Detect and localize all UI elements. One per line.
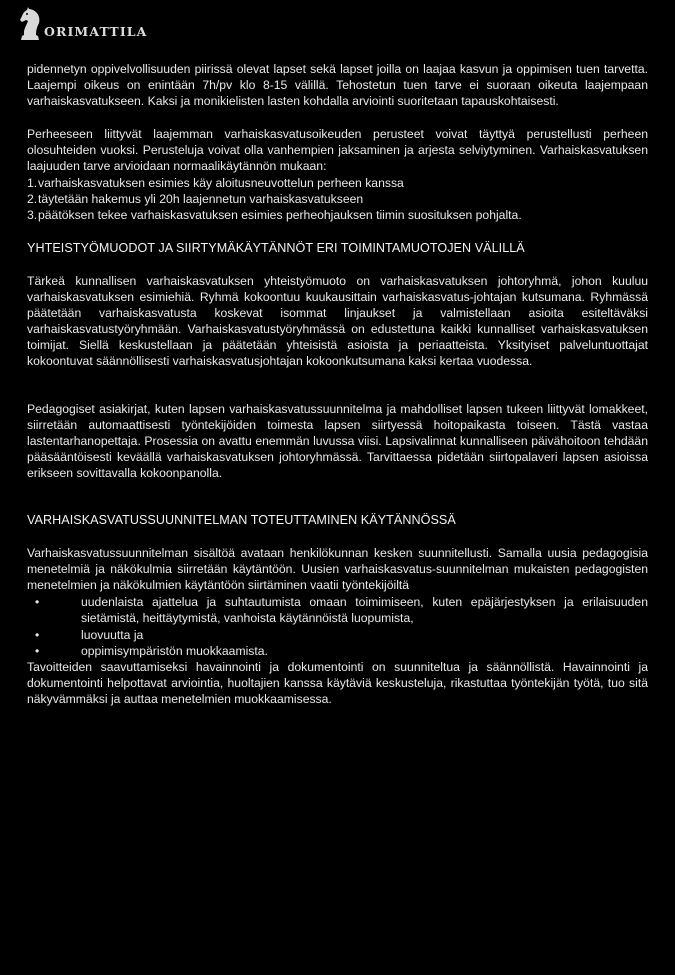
list-item (27, 191, 648, 207)
list-number: 2. (27, 191, 38, 206)
bullet-icon: • (35, 595, 40, 610)
list-number: 3. (27, 207, 38, 222)
bullet-list (27, 594, 648, 658)
chess-knight-icon (18, 6, 42, 42)
list-item-text: täytetään hakemus yli 20h laajennetun varhaiskasvatukseen (38, 191, 364, 206)
list-number: 1. (27, 175, 38, 190)
bullet-icon: • (35, 627, 40, 642)
numbered-list (27, 175, 648, 223)
list-item (27, 643, 648, 659)
list-item (27, 207, 648, 223)
list-item-text: uudenlaista ajattelua ja suhtautumista omaan toimimiseen, kuten epäjärjestyksen ja erilaisuuden sietämistä, heittäytymistä, vanhoista käytännöistä luopumista, (81, 595, 648, 626)
logo-text: ORIMATTILA (44, 24, 148, 39)
section-heading: YHTEISTYÖMUODOT JA SIIRTYMÄKÄYTÄNNÖT ERI TOIMINTAMUOTOJEN VÄLILLÄ (27, 240, 525, 255)
list-item (27, 175, 648, 191)
list-item (27, 594, 648, 626)
section-heading: VARHAISKASVATUSSUUNNITELMAN TOTEUTTAMINEN KÄYTÄNNÖSSÄ (27, 512, 456, 527)
list-item-text: päätöksen tekee varhaiskasvatuksen esimies perheohjauksen tiimin suosituksen pohjalta. (38, 207, 522, 222)
list-item-text: varhaiskasvatuksen esimies käy aloitusneuvottelun perheen kanssa (38, 175, 404, 190)
paragraph: Tavoitteiden saavuttamiseksi havainnointi ja dokumentointi on suunniteltua ja säännöllistä. Havainnointi ja dokumentointi helpottavat arviointia, huoltajien kanssa käytäviä keskusteluja, rikastuttaa työntekijän työtä, tuo sitä näkyvämmäksi ja auttaa menetelmien muokkaamisessa. (27, 659, 648, 706)
bullet-icon: • (35, 643, 40, 658)
list-item-text: oppimisympäristön muokkaamista. (81, 643, 268, 658)
paragraph: Varhaiskasvatussuunnitelman sisältöä avataan henkilökunnan kesken suunnitellusti. Samalla uusia pedagogisia menetelmiä ja näkökulmia siirretään käytäntöön. Uusien varhaiskasvatus-suunnitelman mukaisten pedagogisten menetelmien ja näkökulmien käytäntöön siirtäminen vaatii työntekijöiltä (27, 546, 648, 593)
list-item-text: luovuutta ja (81, 627, 144, 642)
paragraph: Pedagogiset asiakirjat, kuten lapsen varhaiskasvatussuunnitelma ja mahdolliset lapsen tukeen liittyvät lomakkeet, siirretään automaattisesti työntekijöiden toimesta lapsen siirtyessä hoitopaikasta toiseen. Tästä vastaa lastentarhanopettaja. Prosessia on avattu enemmän luvussa viisi. Lapsivalinnat kunnalliseen päivähoitoon tehdään pääsääntöisesti keväällä varhaiskasvatuksen johtoryhmässä. Tarvittaessa pidetään siirtopalaveri lapsen asioissa erikseen sovittavalla kokoonpanolla. (27, 401, 648, 480)
paragraph: Tärkeä kunnallisen varhaiskasvatuksen yhteistyömuoto on varhaiskasvatuksen johtoryhmä, johon kuuluu varhaiskasvatuksen esimiehiä. Ryhmä kokoontuu kuukausittain varhaiskasvatus-johtajan kutsumana. Ryhmässä päätetään varhaiskasvatusta koskevat isommat linjaukset ja valmistellaan asioita esiteltäväksi varhaiskasvatustyöryhmään. Varhaiskasvatustyöryhmässä on edustettuna kaikki kunnalliset varhaiskasvatuksen toimijat. Siellä keskustellaan ja päätetään yhteisistä asioista ja periaatteista. Yksityiset palveluntuottajat kokoontuvat säännöllisesti varhaiskasvatusjohtajan kokoonkutsumana kaksi kertaa vuodessa. (27, 273, 648, 369)
list-item (27, 627, 648, 643)
paragraph: pidennetyn oppivelvollisuuden piirissä olevat lapset sekä lapset joilla on laajaa kasvun ja oppimisen tuen tarvetta. Laajempi oikeus on enintään 7h/pv klo 8-15 välillä. Tehostetun tuen tarve ei suoraan oikeuta laajempaan varhaiskasvatukseen. Kaksi ja monikielisten lasten kohdalla arviointi suoritetaan tapauskohtaisesti. (27, 62, 648, 109)
document-body (27, 61, 648, 707)
paragraph: Perheeseen liittyvät laajemman varhaiskasvatusoikeuden perusteet voivat täyttyä perustellusti perheen olosuhteiden vuoksi. Perusteluja voivat olla vanhempien jaksaminen ja arjesta selviytyminen. Varhaiskasvatuksen laajuuden tarve arvioidaan normaalikäytännön mukaan: (27, 127, 648, 174)
page-header (18, 4, 147, 42)
